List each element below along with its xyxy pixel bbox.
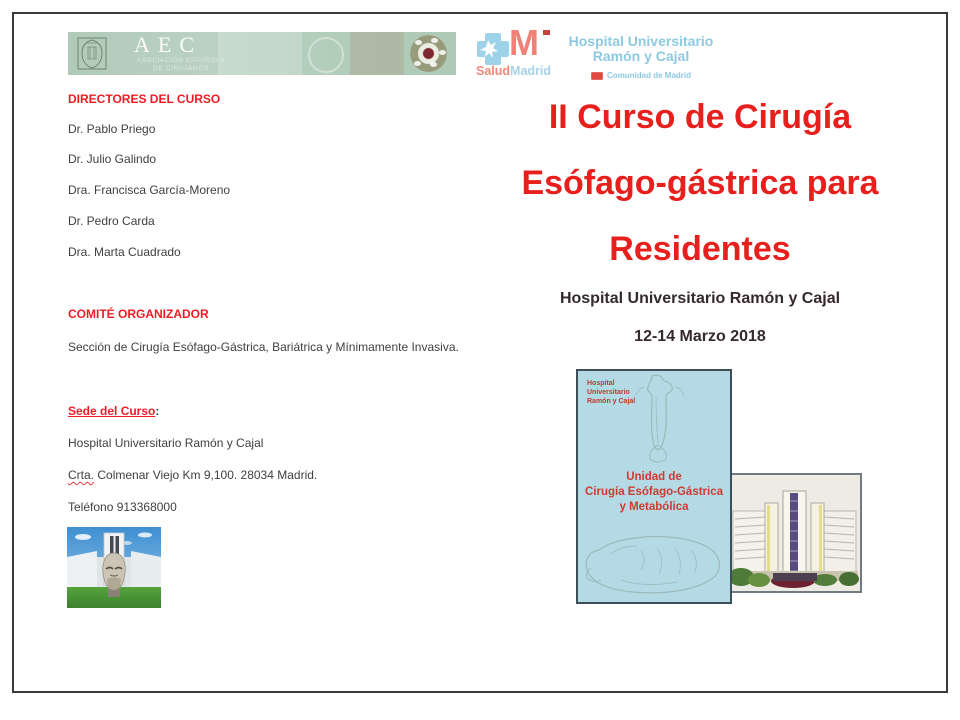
book-unit-line3: y Metabólica <box>619 501 689 513</box>
comunidad-row <box>556 68 726 83</box>
hospital-building-drawing <box>727 473 862 593</box>
directors-heading: DIRECTORES DEL CURSO <box>68 92 221 106</box>
comunidad-label: Comunidad de Madrid <box>607 71 691 80</box>
aec-org-line1: ASOCIACIÓN ESPAÑOLA <box>136 57 226 64</box>
venue-heading: Sede del Curso <box>68 404 156 418</box>
book-unit-line1: Unidad de <box>626 471 682 483</box>
lamp-petal <box>430 62 437 67</box>
director-name: Dr. Pablo Priego <box>68 122 156 136</box>
venue-address <box>68 468 317 482</box>
director-name: Dra. Marta Cuadrado <box>68 245 181 259</box>
book-corner-line1: Hospital <box>587 380 615 387</box>
hospital-campus-photo <box>67 527 161 608</box>
aec-org-line2: DE CIRUJANOS <box>153 65 209 72</box>
salud-m-letter: M <box>509 22 539 63</box>
banner-faded-ring <box>308 37 344 73</box>
course-title-line2: Esófago-gástrica para <box>521 164 879 202</box>
aec-acronym: AEC <box>134 32 202 57</box>
committee-heading: COMITÉ ORGANIZADOR <box>68 307 209 321</box>
director-name: Dr. Pedro Carda <box>68 214 155 228</box>
committee-text: Sección de Cirugía Esófago-Gástrica, Bariátrica y Mínimamente Invasiva. <box>68 340 459 354</box>
salud-madrid-logo <box>475 22 561 78</box>
hospital-logo-text <box>556 34 726 83</box>
book-unit-line2: Cirugía Esófago-Gástrica <box>584 486 724 498</box>
venue-phone: Teléfono 913368000 <box>68 500 177 514</box>
salud-madrid-wordmark <box>476 64 551 78</box>
salud-red-tag <box>543 30 550 35</box>
salud-word-part: Salud <box>476 64 511 78</box>
madrid-word-part: Madrid <box>510 64 552 78</box>
course-title-line1: II Curso de Cirugía <box>548 98 852 136</box>
venue-heading-row <box>68 404 159 418</box>
aec-logo-banner <box>68 32 456 75</box>
book-unit-title <box>578 470 730 515</box>
lamp-petal <box>414 61 421 66</box>
hospital-logo-line2: Ramón y Cajal <box>592 48 690 64</box>
course-title-line3: Residentes <box>609 230 791 268</box>
course-title <box>478 84 922 282</box>
course-dates: 12-14 Marzo 2018 <box>634 328 766 345</box>
director-name: Dr. Julio Galindo <box>68 152 157 166</box>
lamp-petal <box>415 40 422 45</box>
lamp-petal <box>439 50 446 55</box>
hospital-logo-line1: Hospital Universitario <box>568 33 714 49</box>
lamp-petal <box>431 38 438 43</box>
director-name: Dra. Francisca García-Moreno <box>68 183 231 197</box>
stomach-sketch <box>581 520 727 598</box>
esophagus-sketch <box>622 373 698 473</box>
venue-heading-colon: : <box>155 404 160 418</box>
banner-faded-photo <box>218 32 302 75</box>
book-corner-line2: Universitario <box>587 389 630 396</box>
unit-booklet-cover <box>576 369 732 604</box>
venue-name: Hospital Universitario Ramón y Cajal <box>68 436 264 450</box>
salud-cross-icon <box>475 31 511 67</box>
book-corner-line3: Ramón y Cajal <box>587 398 636 405</box>
venue-road-rest: Colmenar Viejo Km 9,100. 28034 Madrid. <box>94 468 318 482</box>
aec-crest-icon <box>75 35 109 72</box>
banner-faded-engraving <box>350 32 404 75</box>
comunidad-madrid-flag-icon <box>591 72 603 80</box>
venue-road-abbrev: Crta. <box>68 468 95 482</box>
course-venue-subtitle: Hospital Universitario Ramón y Cajal <box>559 290 841 307</box>
